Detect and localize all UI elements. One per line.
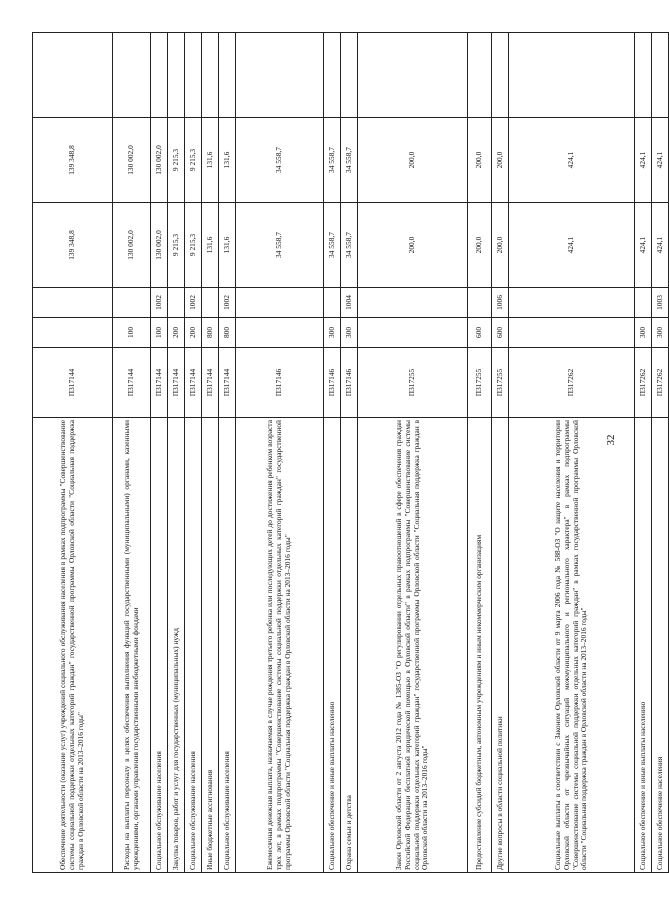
row-expense-type [358,318,468,348]
row-amount-1: 200,0 [358,203,468,288]
row-target-code: П317144 [113,348,151,418]
row-description: Расходы на выплаты персоналу в целях обеспечения выполнения функций государственными (муниципальными) органами, казенными учреждениями, органами управления государственными внебюджетными фондами [113,418,151,873]
row-target-code: П317262 [509,348,635,418]
table-row [652,33,669,873]
table-row [509,33,635,873]
row-target-code: П317146 [324,348,341,418]
table-row [468,33,492,873]
row-expense-type [33,318,113,348]
row-description: Социальное обеспечение и иные выплаты населению [324,418,341,873]
row-amount-3 [341,33,358,118]
row-expense-type: 300 [652,318,669,348]
row-amount-3 [219,33,236,118]
row-expense-type: 600 [492,318,509,348]
row-expense-type: 600 [468,318,492,348]
row-expense-type: 800 [202,318,219,348]
row-section-code: 1002 [151,288,168,318]
row-description: Охрана семьи и детства [341,418,358,873]
row-amount-1: 9 215,3 [168,203,185,288]
row-amount-1: 424,1 [509,203,635,288]
table-row [168,33,185,873]
row-amount-3 [151,33,168,118]
row-description: Социальные выплаты в соответствии с Законом Орловской области от 9 марта 2006 года № 588-ОЗ "О защите населения и территории Орловской области от чрезвычайных ситуаций межмуниципального и регионального характера" в рамках подпрограммы "Совершенствование системы социальной поддержки отдельных категорий граждан" в рамках государственной программы Орловской области "Социальная поддержка граждан в Орловской области на 2013–2016 годы" [509,418,635,873]
row-target-code: П317144 [185,348,202,418]
row-description: Другие вопросы в области социальной политики [492,418,509,873]
page-number: 32 [605,434,617,446]
row-amount-2: 139 348,8 [33,118,113,203]
row-amount-2: 200,0 [468,118,492,203]
row-amount-2: 131,6 [202,118,219,203]
row-amount-1: 130 002,0 [151,203,168,288]
row-target-code: П317146 [236,348,324,418]
row-target-code: П317144 [33,348,113,418]
row-amount-1: 9 215,3 [185,203,202,288]
row-amount-2: 130 002,0 [151,118,168,203]
row-section-code [358,288,468,318]
row-amount-3 [202,33,219,118]
row-amount-1: 34 558,7 [236,203,324,288]
row-expense-type [236,318,324,348]
row-amount-3 [113,33,151,118]
row-amount-1: 424,1 [635,203,652,288]
row-amount-1: 130 002,0 [113,203,151,288]
row-amount-3 [324,33,341,118]
row-amount-3 [492,33,509,118]
row-section-code: 1003 [652,288,669,318]
row-section-code [509,288,635,318]
row-section-code: 1002 [185,288,202,318]
table-row [219,33,236,873]
row-amount-1: 424,1 [652,203,669,288]
row-target-code: П317144 [202,348,219,418]
row-description: Социальное обеспечение населения [652,418,669,873]
table-row [492,33,509,873]
row-expense-type: 300 [635,318,652,348]
row-description: Социальное обслуживание населения [219,418,236,873]
table-row [324,33,341,873]
row-amount-2: 131,6 [219,118,236,203]
row-description: Предоставление субсидий бюджетным, автономным учреждениям и иным некоммерческим организациям [468,418,492,873]
row-description: Иные бюджетные ассигнования [202,418,219,873]
row-amount-1: 34 558,7 [324,203,341,288]
row-amount-3 [358,33,468,118]
table-row [341,33,358,873]
row-section-code [113,288,151,318]
row-amount-2: 9 215,3 [168,118,185,203]
row-amount-2: 34 558,7 [324,118,341,203]
row-description: Социальное обслуживание населения [151,418,168,873]
row-expense-type: 200 [168,318,185,348]
row-amount-3 [185,33,202,118]
rotated-table-wrapper [32,33,664,873]
row-target-code: П317262 [652,348,669,418]
table-row [151,33,168,873]
row-expense-type [509,318,635,348]
row-amount-2: 424,1 [635,118,652,203]
row-description: Обеспечение деятельности (оказание услуг) учреждений социального обслуживания населения в рамках подпрограммы "Совершенствование системы социальной поддержки отдельных категорий граждан" государственной программы Орловской области "Социальная поддержка граждан в Орловской области на 2013–2016 годы" [33,418,113,873]
row-amount-3 [509,33,635,118]
row-amount-2: 424,1 [509,118,635,203]
row-section-code: 1002 [219,288,236,318]
row-amount-2: 424,1 [652,118,669,203]
row-target-code: П317255 [468,348,492,418]
table-row [202,33,219,873]
row-amount-1: 131,6 [219,203,236,288]
row-amount-3 [236,33,324,118]
row-amount-3 [168,33,185,118]
table-row [635,33,652,873]
row-target-code: П317144 [168,348,185,418]
row-section-code [33,288,113,318]
row-description: Закупка товаров, работ и услуг для государственных (муниципальных) нужд [168,418,185,873]
row-section-code [168,288,185,318]
row-amount-2: 34 558,7 [236,118,324,203]
row-amount-3 [33,33,113,118]
table-row [236,33,324,873]
row-section-code [236,288,324,318]
row-amount-2: 200,0 [492,118,509,203]
row-amount-1: 200,0 [468,203,492,288]
row-section-code [468,288,492,318]
row-target-code: П317146 [341,348,358,418]
row-target-code: П317144 [151,348,168,418]
row-amount-3 [468,33,492,118]
row-amount-3 [635,33,652,118]
table-row [33,33,113,873]
row-amount-3 [652,33,669,118]
row-description: Закон Орловской области от 2 августа 2012 года № 1385-ОЗ "О регулировании отдельных правоотношений в сфере обеспечения граждан Российской Федерации бесплатной юридической помощью в Орловской области" в рамках подпрограммы "Совершенствование системы социальной поддержки отдельных категорий граждан" государственной программы Орловской области "Социальная поддержка граждан в Орловской области на 2013–2016 годы" [358,418,468,873]
row-amount-2: 130 002,0 [113,118,151,203]
row-expense-type: 800 [219,318,236,348]
row-expense-type: 300 [324,318,341,348]
row-section-code [324,288,341,318]
table-row [113,33,151,873]
row-description: Ежемесячная денежная выплата, назначаемая в случае рождения третьего ребенка или последующих детей до достижения ребенком возраста трех лет, в рамках подпрограммы "Совершенствование системы социальной поддержки отдельных категорий граждан" государственной программы Орловской области "Социальная поддержка граждан в Орловской области на 2013–2016 годы" [236,418,324,873]
row-amount-2: 9 215,3 [185,118,202,203]
row-expense-type: 300 [341,318,358,348]
row-amount-2: 200,0 [358,118,468,203]
row-section-code [635,288,652,318]
row-target-code: П317144 [219,348,236,418]
row-expense-type: 100 [113,318,151,348]
row-section-code [202,288,219,318]
row-expense-type: 200 [185,318,202,348]
row-expense-type: 100 [151,318,168,348]
row-section-code: 1004 [341,288,358,318]
row-target-code: П317262 [635,348,652,418]
table-row [185,33,202,873]
row-description: Социальное обслуживание населения [185,418,202,873]
table-row [358,33,468,873]
row-amount-2: 34 558,7 [341,118,358,203]
row-target-code: П317255 [358,348,468,418]
row-target-code: П317255 [492,348,509,418]
budget-table [32,32,669,873]
row-amount-1: 200,0 [492,203,509,288]
row-description: Социальное обеспечение и иные выплаты населению [635,418,652,873]
row-amount-1: 139 348,8 [33,203,113,288]
row-amount-1: 131,6 [202,203,219,288]
row-amount-1: 34 558,7 [341,203,358,288]
row-section-code: 1006 [492,288,509,318]
